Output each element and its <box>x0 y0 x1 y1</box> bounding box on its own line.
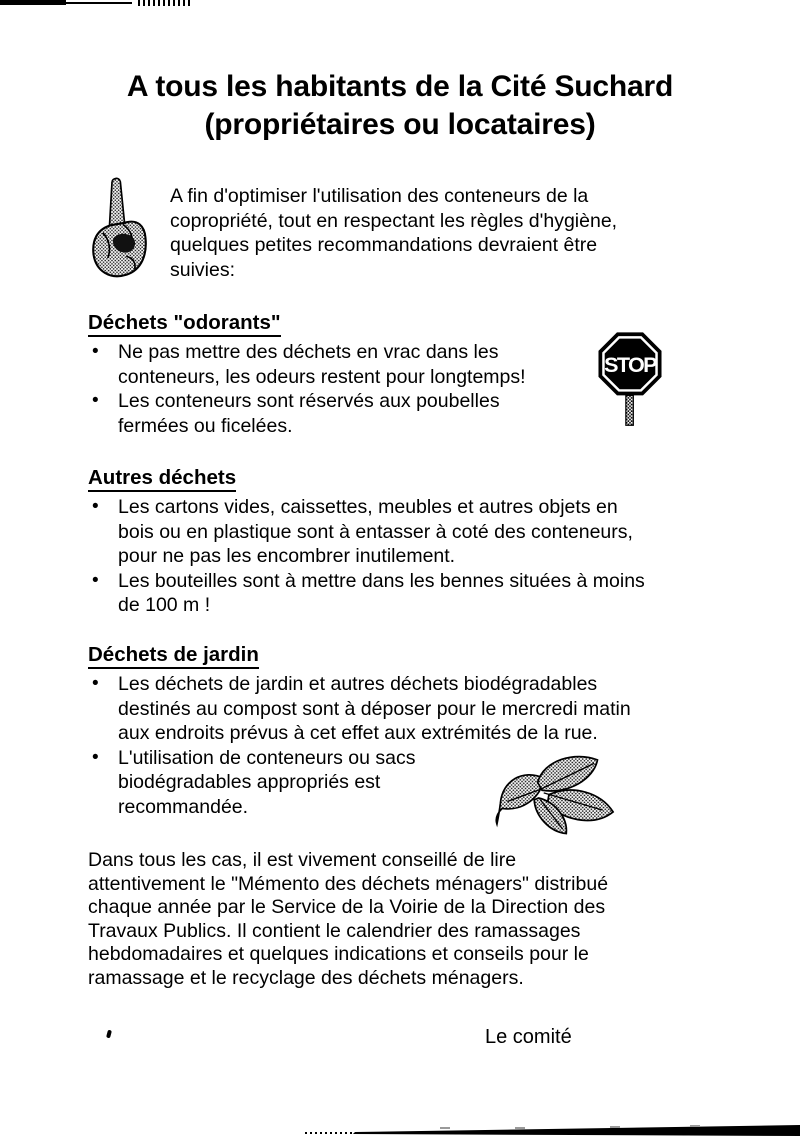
bullet-item <box>92 746 717 820</box>
intro-paragraph <box>170 184 617 282</box>
text-line: chaque année par le Service de la Voirie de la Direction des <box>88 896 606 919</box>
text-line: Ne pas mettre des déchets en vrac dans les <box>118 341 499 363</box>
text-line: Les cartons vides, caissettes, meubles et autres objets en <box>118 496 618 518</box>
scan-artifact-bottom <box>300 1122 800 1137</box>
bullet-item <box>92 340 602 389</box>
bullet-item <box>92 672 717 746</box>
text-line: Dans tous les cas, il est vivement conseillé de lire <box>88 849 517 871</box>
leaves-icon <box>490 749 620 841</box>
text-line: bois ou en plastique sont à entasser à coté des conteneurs, <box>118 520 633 543</box>
text-line: A fin d'optimiser l'utilisation des conteneurs de la <box>170 185 589 207</box>
text-line: hebdomadaires et quelques indications et conseils pour le <box>88 943 589 966</box>
text-line: recommandée. <box>118 795 249 818</box>
scan-artifact-top <box>138 0 192 6</box>
bullet-item <box>92 389 602 438</box>
text-line: pour ne pas les encombrer inutilement. <box>118 545 456 567</box>
scan-speck <box>106 1030 112 1039</box>
bullet-item <box>92 569 737 618</box>
section-heading-autres: Autres déchets <box>88 467 236 492</box>
bullet-marker: • <box>92 341 99 362</box>
text-line: attentivement le "Mémento des déchets ménagers" distribué <box>88 872 609 895</box>
text-line: fermées ou ficelées. <box>118 414 293 437</box>
pointing-hand-icon <box>86 170 148 284</box>
scan-artifact-top <box>0 0 66 5</box>
stop-sign-icon <box>596 321 664 435</box>
text-line: de 100 m ! <box>118 594 211 616</box>
text-line: suivies: <box>170 258 236 281</box>
text-line: Les déchets de jardin et autres déchets biodégradables <box>118 673 598 695</box>
bullet-marker: • <box>92 746 99 768</box>
text-line: Les conteneurs sont réservés aux poubelles <box>118 390 500 412</box>
bullet-item <box>92 495 737 569</box>
bullet-marker: • <box>92 569 99 591</box>
section-jardin-bullets <box>92 672 717 819</box>
text-line: L'utilisation de conteneurs ou sacs <box>118 746 416 769</box>
closing-paragraph <box>88 849 728 991</box>
text-line: Travaux Publics. Il contient le calendrier des ramassages <box>88 919 581 942</box>
text-line: ramassage et le recyclage des déchets ménagers. <box>88 966 524 989</box>
text-line: aux endroits prévus à cet effet aux extrémités de la rue. <box>118 722 598 744</box>
bullet-marker: • <box>92 673 99 694</box>
section-autres-bullets <box>92 495 737 618</box>
scan-artifact-top <box>58 2 132 4</box>
bullet-marker: • <box>92 496 99 517</box>
section-odorants-bullets <box>92 340 602 438</box>
text-line: Les bouteilles sont à mettre dans les bennes situées à moins <box>118 569 645 592</box>
text-line: conteneurs, les odeurs restent pour longtemps! <box>118 365 526 388</box>
page-title-line2: (propriétaires ou locataires) <box>204 108 596 141</box>
text-line: quelques petites recommandations devraient être <box>170 234 598 256</box>
text-line: destinés au compost sont à déposer pour le mercredi matin <box>118 697 631 720</box>
section-heading-jardin: Déchets de jardin <box>88 644 259 669</box>
page-title-line1: A tous les habitants de la Cité Suchard <box>126 70 674 103</box>
signature: Le comité <box>485 1026 572 1048</box>
page-title <box>0 68 800 144</box>
text-line: biodégradables appropriés est <box>118 771 381 793</box>
section-heading-odorants: Déchets "odorants" <box>88 312 281 337</box>
text-line: copropriété, tout en respectant les règles d'hygiène, <box>170 209 618 232</box>
bullet-marker: • <box>92 390 99 411</box>
stop-sign-label: STOP <box>604 352 656 378</box>
